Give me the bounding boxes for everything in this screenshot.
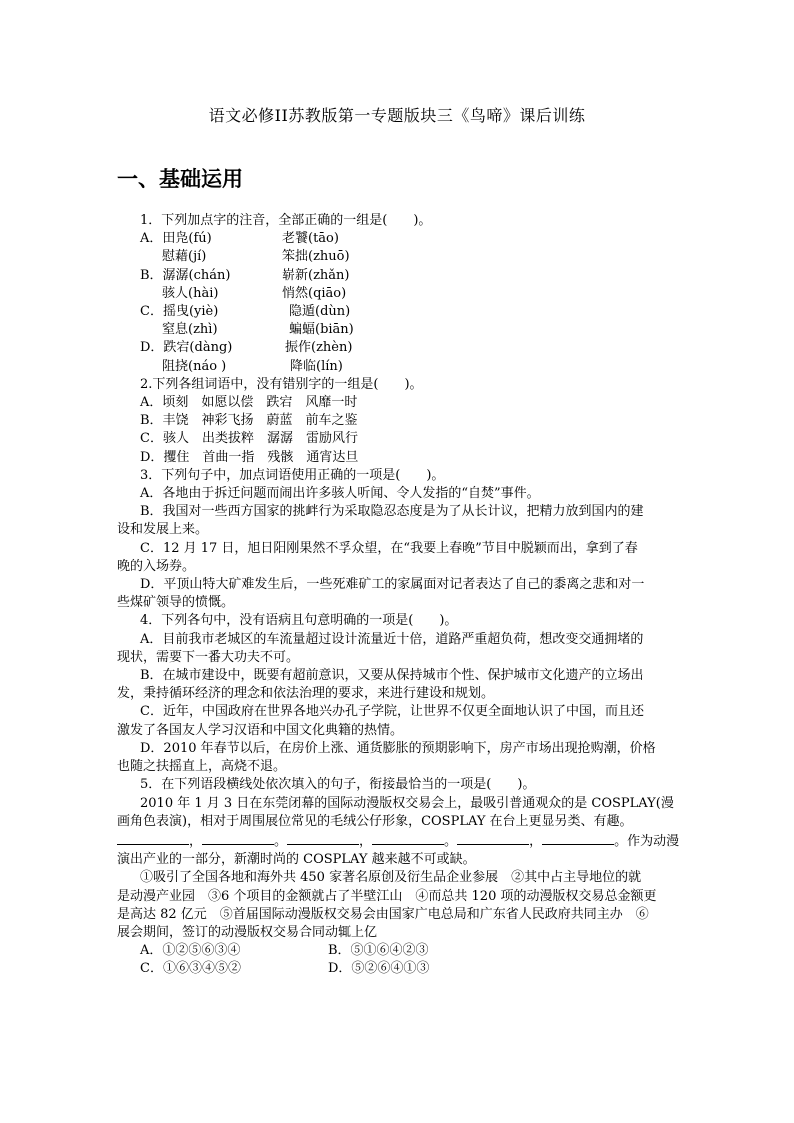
question-3-option-c-cont: 晚的入场券。 xyxy=(117,558,196,574)
question-list xyxy=(117,212,682,979)
question-5-stem: 5．在下列语段横线处依次填入的句子，衔接最恰当的一项是( )。 xyxy=(140,777,536,793)
question-3-option-a: A．各地由于拆迁问题而闹出许多骇人听闻、令人发指的“自焚”事件。 xyxy=(140,486,540,502)
question-2-option-a: A．顷刻 如愿以偿 跌宕 风靡一时 xyxy=(140,395,358,411)
question-4-option-a-cont: 现状，需要下一番大功夫不可。 xyxy=(117,649,300,665)
section-heading: 一、基础运用 xyxy=(117,167,243,191)
question-1-option-d: D．跌宕(dàng) 振作(zhèn) xyxy=(140,340,353,356)
question-2-option-b: B．丰饶 神彩飞扬 蔚蓝 前车之鉴 xyxy=(140,413,358,429)
question-5-sentences-line-4: 展会期间，签订的动漫版权交易合同动辄上亿 xyxy=(117,924,378,940)
question-4-option-b-cont: 发，秉持循环经济的理念和依法治理的要求，来进行建设和规划。 xyxy=(117,686,495,702)
question-1-option-c: C．摇曳(yiè) 隐遁(dùn) xyxy=(140,304,351,320)
blank-2 xyxy=(202,831,274,845)
blank-4 xyxy=(372,831,444,845)
question-2-option-d: D．攫住 首曲一指 残骸 通宵达旦 xyxy=(140,449,359,465)
question-3-option-b: B．我国对一些西方国家的挑衅行为采取隐忍态度是为了从长计议，把精力放到国内的建 xyxy=(140,504,644,520)
question-4-option-b: B．在城市建设中，既要有超前意识，又要从保持城市个性、保护城市文化遗产的立场出 xyxy=(140,668,644,684)
question-5-passage-line-2: 画角色表演)，相对于周围展位常见的毛绒公仔形象，COSPLAY 在台上更显另类、有趣。 xyxy=(117,813,633,829)
question-1-option-a-cont: 慰藉(jí) 笨拙(zhuō) xyxy=(162,249,350,265)
question-2-option-c: C．骇人 出类拔粹 潺潺 雷励风行 xyxy=(140,431,358,447)
question-5-passage-line-4: 演出产业的一部分，新潮时尚的 COSPLAY 越来越不可或缺。 xyxy=(117,852,476,868)
question-5-option-c: C．①⑥③④⑤② xyxy=(140,961,241,977)
question-4-option-c-cont: 激发了各国友人学习汉语和中国文化典籍的热情。 xyxy=(117,722,404,738)
blank-5 xyxy=(457,831,529,845)
question-5-options-ab xyxy=(117,942,682,960)
blank-1 xyxy=(117,831,189,845)
question-3-option-d: D．平顶山特大矿难发生后，一些死难矿工的家属面对记者表达了自己的黍离之悲和对一 xyxy=(140,577,645,593)
question-5-sentences-line-2: 是动漫产业园 ③6 个项目的金额就占了半壁江山 ④而总共 120 项的动漫版权交易总金额更 xyxy=(117,888,657,904)
question-1-option-d-cont: 阻挠(náo ) 降临(lín) xyxy=(162,358,343,374)
question-1-option-b: B．潺潺(chán) 崭新(zhǎn) xyxy=(140,267,350,283)
question-1-stem: 1．下列加点字的注音，全部正确的一组是( )。 xyxy=(140,213,432,228)
question-3-option-d-cont: 些煤矿领导的愤慨。 xyxy=(117,595,235,611)
blank-3 xyxy=(287,831,359,845)
question-2-stem: 2.下列各组词语中，没有错别字的一组是( )。 xyxy=(140,376,423,392)
question-4-option-d: D．2010 年春节以后，在房价上涨、通货膨胀的预期影响下，房产市场出现抢购潮，价格 xyxy=(140,740,656,756)
question-3-option-c: C．12 月 17 日，旭日阳刚果然不孚众望，在“我要上春晚”节目中脱颖而出，拿到了春 xyxy=(140,540,638,556)
question-5-sentences-line-1: ①吸引了全国各地和海外共 450 家著名原创及衍生品企业参展 ②其中占主导地位的就 xyxy=(140,870,642,886)
question-4-option-d-cont: 也随之扶摇直上，高烧不退。 xyxy=(117,759,287,775)
question-5-passage-line-1: 2010 年 1 月 3 日在东莞闭幕的国际动漫版权交易会上，最吸引普通观众的是 COSPLAY(漫 xyxy=(140,795,674,811)
document-title: 语文必修II苏教版第一专题版块三《鸟啼》课后训练 xyxy=(208,106,586,125)
question-1-option-c-cont: 窒息(zhì) 蝙蝠(biān) xyxy=(162,322,354,338)
question-5-sentences-line-3: 是高达 82 亿元 ⑤首届国际动漫版权交易会由国家广电总局和广东省人民政府共同主办 ⑥ xyxy=(117,906,649,922)
question-3-stem: 3．下列句子中，加点词语使用正确的一项是( )。 xyxy=(140,467,445,483)
question-4-stem: 4．下列各句中，没有语病且句意明确的一项是( )。 xyxy=(140,613,458,629)
question-3-option-b-cont: 设和发展上来。 xyxy=(117,522,209,538)
question-4-option-c: C．近年，中国政府在世界各地兴办孔子学院，让世界不仅更全面地认识了中国，而且还 xyxy=(140,704,644,720)
question-5-option-a: A．①②⑤⑥③④ xyxy=(140,943,241,959)
question-4-option-a: A．目前我市老城区的车流量超过设计流量近十倍，道路严重超负荷，想改变交通拥堵的 xyxy=(140,631,644,647)
question-5-option-b: B．⑤①⑥④②③ xyxy=(328,943,429,959)
question-1-option-b-cont: 骇人(hài) 悄然(qiāo) xyxy=(162,285,347,301)
question-5-option-d: D．⑤②⑥④①③ xyxy=(328,961,430,977)
question-5-blanks-line: ， 。 ， 。 ， 。作为动漫 xyxy=(117,831,682,851)
question-1-option-a: A．田凫(fú) 老饕(tāo) xyxy=(140,231,339,247)
blank-6 xyxy=(542,831,614,845)
question-5-options-cd xyxy=(117,960,682,978)
